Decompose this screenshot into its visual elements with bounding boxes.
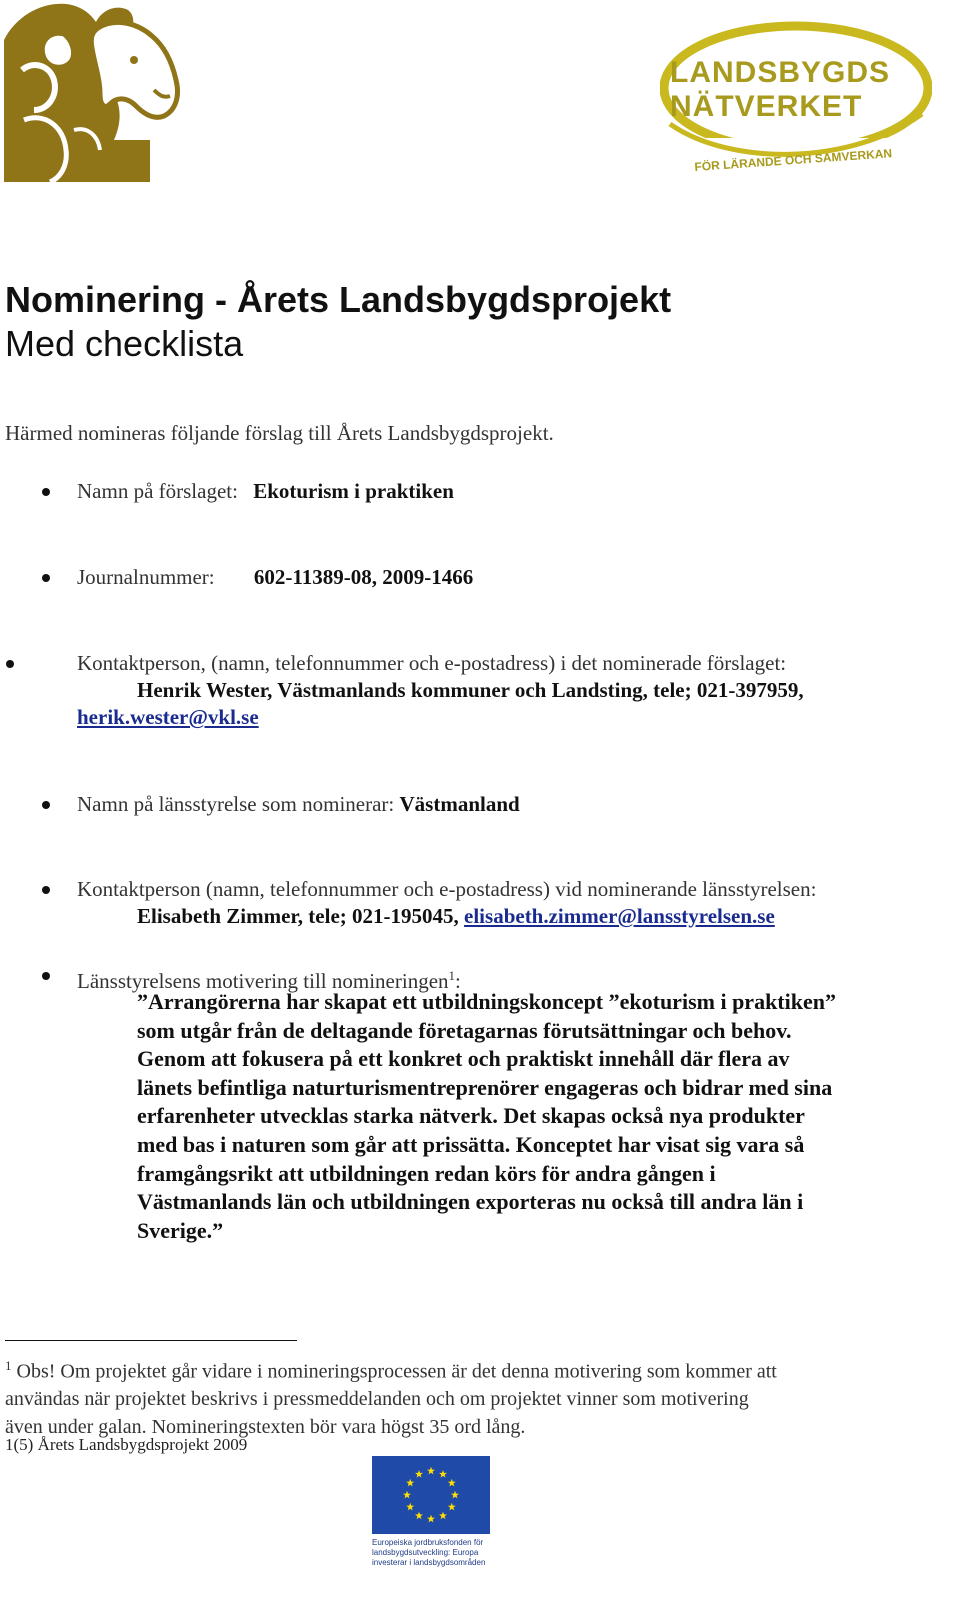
footnote-line — [5, 1352, 777, 1386]
footnote-separator — [5, 1340, 297, 1341]
contact2-value: Elisabeth Zimmer, tele; 021-195045, — [137, 904, 459, 928]
bullet — [42, 574, 50, 582]
contact2-email-link[interactable]: elisabeth.zimmer@lansstyrelsen.se — [464, 904, 775, 928]
county-label: Namn på länsstyrelse som nominerar: — [77, 792, 395, 816]
bullet — [6, 660, 14, 668]
journal-value: 602-11389-08, 2009-1466 — [253, 565, 474, 589]
county-value: Västmanland — [399, 792, 520, 816]
contact1-label: Kontaktperson, (namn, telefonnummer och e-postadress) i det nominerade förslaget: — [77, 651, 787, 675]
footnote-ref: 1 — [448, 968, 456, 983]
logo-tagline: FÖR LÄRANDE OCH SAMVERKAN — [694, 146, 893, 174]
project-name-label: Namn på förslaget: — [77, 479, 238, 503]
page-subtitle: Med checklista — [5, 323, 244, 364]
motivation-quote — [137, 988, 836, 1245]
bullet — [42, 972, 50, 980]
motivation-label-suffix: : — [455, 969, 461, 993]
eu-caption-line-3: investerar i landsbygdsområden — [372, 1558, 486, 1567]
journal-label: Journalnummer: — [77, 565, 215, 589]
item-project-name — [77, 478, 454, 505]
motivation-label: Länsstyrelsens motivering till nomineringen — [77, 969, 449, 993]
bullet — [42, 801, 50, 809]
eu-flag — [372, 1456, 490, 1534]
motivation-line: ”Arrangörerna har skapat ett utbildningskoncept ”ekoturism i praktiken” — [137, 989, 836, 1014]
contact1-value: Henrik Wester, Västmanlands kommuner och Landsting, tele; 021-397959, — [137, 678, 804, 702]
contact1-email-link[interactable]: herik.wester@vkl.se — [77, 705, 259, 729]
footnote — [5, 1352, 777, 1441]
motivation-line: med bas i naturen som går att prissätta. Konceptet har visat sig vara så — [137, 1131, 805, 1157]
bullet — [42, 488, 50, 496]
intro-text: Härmed nomineras följande förslag till Årets Landsbygdsprojekt. — [5, 421, 554, 445]
logo-line-1: LANDSBYGDS — [670, 56, 891, 89]
motivation-line: Sverige.” — [137, 1217, 224, 1243]
landsbygdsnatverket-logo — [660, 16, 932, 186]
bullet — [42, 886, 50, 894]
item-journal — [77, 564, 473, 591]
motivation-line: framgångsrikt att utbildningen redan körs för andra gången i — [137, 1160, 716, 1186]
item-county — [77, 791, 520, 818]
footnote-text: Obs! Om projektet går vidare i nomineringsprocessen är det denna motivering som kommer att — [16, 1360, 777, 1383]
motivation-line: erfarenheter utvecklas starka nätverk. Det skapas också nya produkter — [137, 1103, 805, 1129]
project-name-value: Ekoturism i praktiken — [253, 479, 454, 503]
contact2-row — [137, 903, 775, 930]
eu-caption-line-2: landsbygdsutveckling: Europa — [372, 1548, 479, 1557]
footnote-marker: 1 — [5, 1358, 12, 1373]
motivation-line: Genom att fokusera på ett konkret och praktiskt innehåll där flera av — [137, 1046, 790, 1072]
eu-caption-line-1: Europeiska jordbruksfonden för — [372, 1538, 484, 1547]
motivation-line: Västmanlands län och utbildningen exporteras nu också till andra län i — [137, 1189, 804, 1215]
footnote-line: användas när projektet beskrivs i pressmeddelanden och om projektet vinner som motivering — [5, 1388, 749, 1411]
ram-emblem-logo — [4, 0, 182, 182]
page-title: Nominering - Årets Landsbygdsprojekt — [5, 279, 672, 320]
motivation-line: länets befintliga naturturismentreprenörer engageras och bidrar med sina — [137, 1074, 833, 1100]
eu-logo — [372, 1456, 492, 1620]
motivation-line: som utgår från de deltagande företagarnas förutsättningar och behov. — [137, 1017, 792, 1043]
contact2-label: Kontaktperson (namn, telefonnummer och e-postadress) vid nominerande länsstyrelsen: — [77, 877, 817, 901]
page-footer: 1(5) Årets Landsbygdsprojekt 2009 — [5, 1435, 248, 1454]
logo-line-2: NÄTVERKET — [670, 90, 863, 123]
footnote-line: även under galan. Nomineringstexten bör vara högst 35 ord lång. — [5, 1415, 526, 1438]
